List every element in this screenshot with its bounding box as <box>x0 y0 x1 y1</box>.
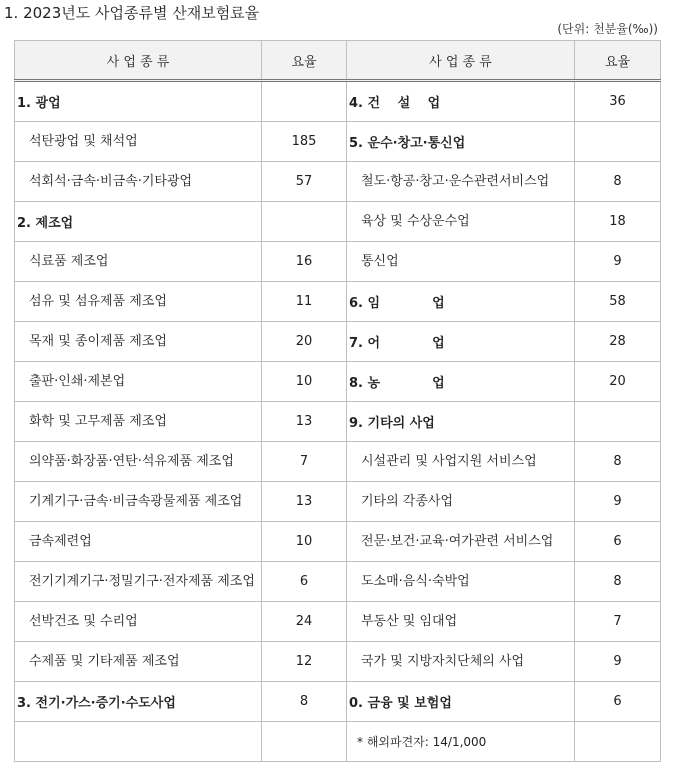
overseas-note: * 해외파견자: 14/1,000 <box>347 722 575 762</box>
rate-value-left: 11 <box>262 282 347 322</box>
rate-value-left <box>262 722 347 762</box>
rate-value-left: 12 <box>262 642 347 682</box>
rate-value-right <box>575 402 661 442</box>
rate-value-left <box>262 202 347 242</box>
industry-name-right: 국가 및 지방자치단체의 사업 <box>347 642 575 682</box>
rate-value-right: 8 <box>575 162 661 202</box>
industry-name-right: 육상 및 수상운수업 <box>347 202 575 242</box>
header-rate-right: 요율 <box>575 41 661 81</box>
rate-value-right: 8 <box>575 442 661 482</box>
table-row <box>15 442 661 482</box>
header-rate-left: 요율 <box>262 41 347 81</box>
industry-name-left: 석회석·금속·비금속·기타광업 <box>15 162 262 202</box>
rate-value-right: 9 <box>575 482 661 522</box>
rate-value-left: 6 <box>262 562 347 602</box>
industry-name-left: 수제품 및 기타제품 제조업 <box>15 642 262 682</box>
table-row <box>15 482 661 522</box>
table-header-row <box>15 41 661 81</box>
rate-value-right <box>575 122 661 162</box>
header-industry-right: 사 업 종 류 <box>347 41 575 81</box>
industry-name-left: 화학 및 고무제품 제조업 <box>15 402 262 442</box>
table-row <box>15 522 661 562</box>
rate-value-left: 7 <box>262 442 347 482</box>
industry-name-right: 9. 기타의 사업 <box>347 402 575 442</box>
industry-name-left: 전기기계기구·정밀기구·전자제품 제조업 <box>15 562 262 602</box>
table-row <box>15 722 661 762</box>
rate-value-left: 57 <box>262 162 347 202</box>
industry-name-left: 2. 제조업 <box>15 202 262 242</box>
page-title: 1. 2023년도 사업종류별 산재보험료율 <box>4 4 260 22</box>
industry-name-left: 섬유 및 섬유제품 제조업 <box>15 282 262 322</box>
industry-name-right: 전문·보건·교육·여가관련 서비스업 <box>347 522 575 562</box>
rate-value-right: 9 <box>575 242 661 282</box>
rate-value-right <box>575 722 661 762</box>
rate-value-right: 36 <box>575 81 661 122</box>
rate-value-right: 58 <box>575 282 661 322</box>
rate-value-right: 28 <box>575 322 661 362</box>
table-row <box>15 242 661 282</box>
rate-value-right: 8 <box>575 562 661 602</box>
rate-value-right: 6 <box>575 682 661 722</box>
rate-value-right: 20 <box>575 362 661 402</box>
insurance-rate-table <box>14 40 661 762</box>
industry-name-left: 기계기구·금속·비금속광물제품 제조업 <box>15 482 262 522</box>
industry-name-left: 금속제련업 <box>15 522 262 562</box>
industry-name-left: 선박건조 및 수리업 <box>15 602 262 642</box>
industry-name-left: 출판·인쇄·제본업 <box>15 362 262 402</box>
table-row <box>15 81 661 122</box>
industry-name-left: 의약품·화장품·연탄·석유제품 제조업 <box>15 442 262 482</box>
industry-name-left: 식료품 제조업 <box>15 242 262 282</box>
industry-name-right: 4. 건 설 업 <box>347 81 575 122</box>
table-row <box>15 682 661 722</box>
unit-note: (단위: 천분율(‰)) <box>557 22 658 36</box>
table-row <box>15 602 661 642</box>
industry-name-right: 5. 운수·창고·통신업 <box>347 122 575 162</box>
table-row <box>15 562 661 602</box>
rate-value-left: 16 <box>262 242 347 282</box>
header-industry-left: 사 업 종 류 <box>15 41 262 81</box>
industry-name-left: 목재 및 종이제품 제조업 <box>15 322 262 362</box>
industry-name-right: 시설관리 및 사업지원 서비스업 <box>347 442 575 482</box>
industry-name-right: 8. 농 업 <box>347 362 575 402</box>
table-row <box>15 122 661 162</box>
industry-name-left: 1. 광업 <box>15 81 262 122</box>
industry-name-right: 7. 어 업 <box>347 322 575 362</box>
rate-value-right: 7 <box>575 602 661 642</box>
table-row <box>15 642 661 682</box>
rate-value-left: 10 <box>262 522 347 562</box>
industry-name-left: 석탄광업 및 채석업 <box>15 122 262 162</box>
industry-name-right: 철도·항공·창고·운수관련서비스업 <box>347 162 575 202</box>
table-row <box>15 402 661 442</box>
rate-value-left: 185 <box>262 122 347 162</box>
table-row <box>15 162 661 202</box>
rate-value-left: 8 <box>262 682 347 722</box>
industry-name-right: 0. 금융 및 보험업 <box>347 682 575 722</box>
rate-value-left: 10 <box>262 362 347 402</box>
rate-value-right: 6 <box>575 522 661 562</box>
table-row <box>15 202 661 242</box>
table-row <box>15 362 661 402</box>
table-row <box>15 282 661 322</box>
rate-value-left: 13 <box>262 402 347 442</box>
rate-value-left: 24 <box>262 602 347 642</box>
industry-name-right: 기타의 각종사업 <box>347 482 575 522</box>
rate-value-right: 18 <box>575 202 661 242</box>
industry-name-right: 부동산 및 임대업 <box>347 602 575 642</box>
industry-name-left <box>15 722 262 762</box>
industry-name-right: 도소매·음식·숙박업 <box>347 562 575 602</box>
rate-value-left <box>262 81 347 122</box>
rate-value-left: 13 <box>262 482 347 522</box>
rate-value-right: 9 <box>575 642 661 682</box>
industry-name-right: 통신업 <box>347 242 575 282</box>
industry-name-right: 6. 임 업 <box>347 282 575 322</box>
rate-value-left: 20 <box>262 322 347 362</box>
table-row <box>15 322 661 362</box>
industry-name-left: 3. 전기·가스·증기·수도사업 <box>15 682 262 722</box>
